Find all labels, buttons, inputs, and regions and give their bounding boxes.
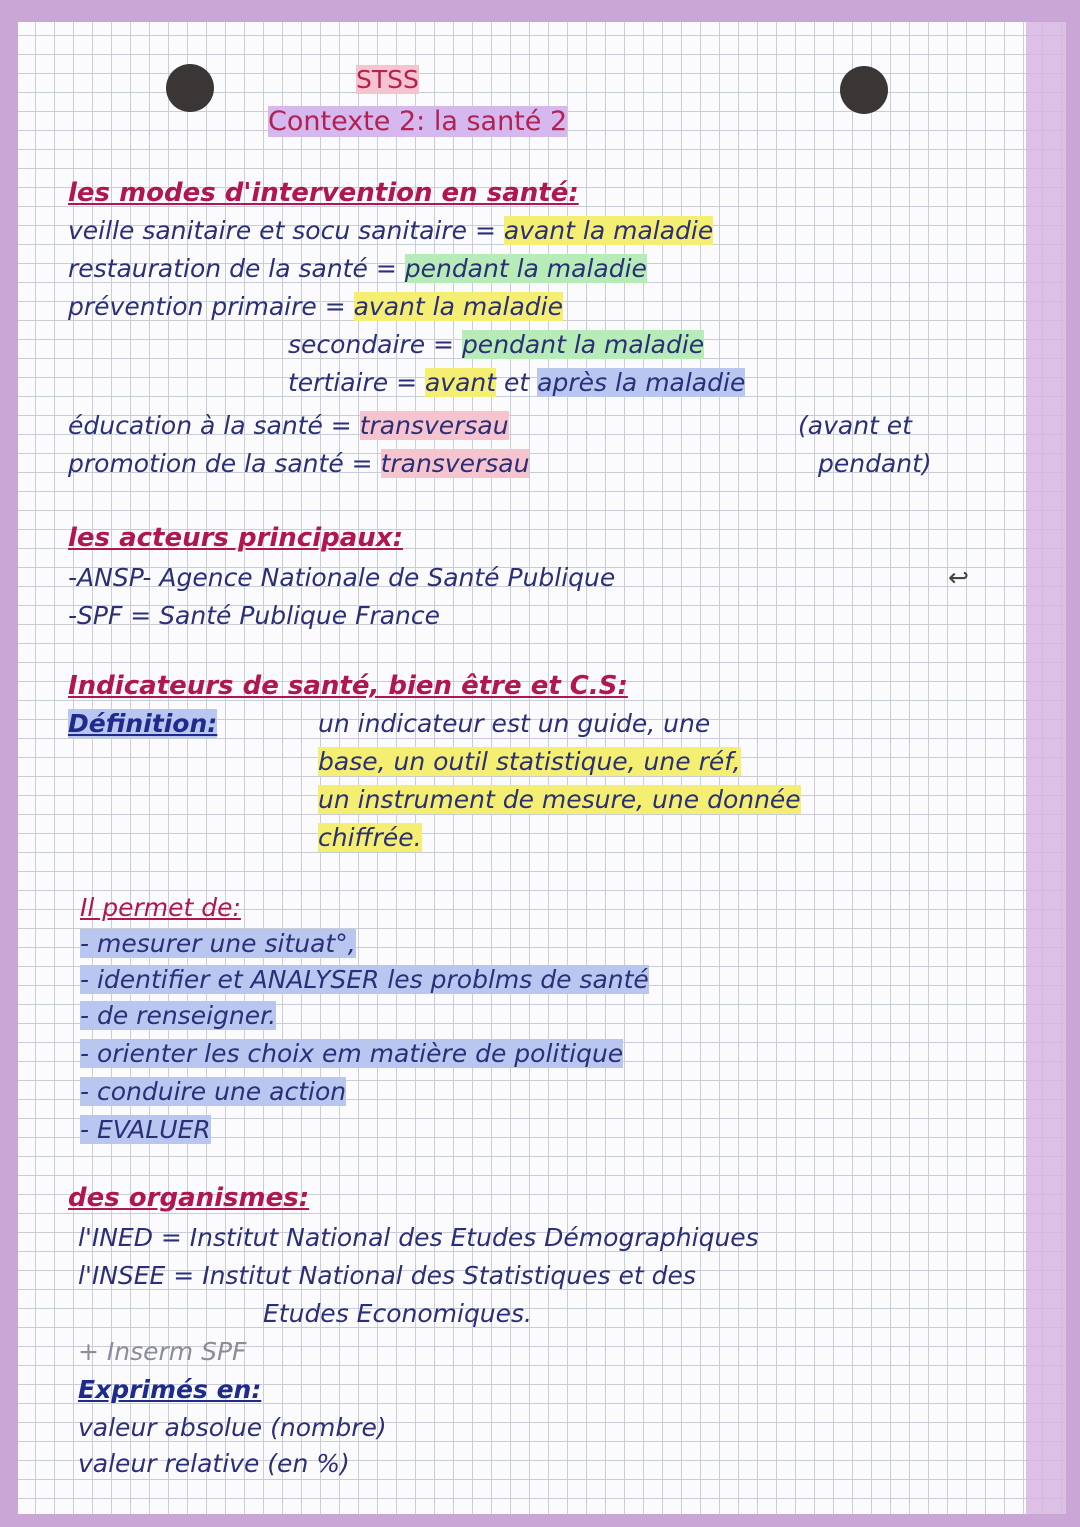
subject-title: STSS — [356, 65, 419, 94]
intervention-line: tertiaire = avant et après la maladie — [288, 368, 746, 397]
permet-item: - orienter les choix em matière de politique — [80, 1039, 624, 1068]
acteur-item: -SPF = Santé Publique France — [68, 601, 441, 630]
intervention-note: (avant et — [798, 411, 912, 440]
intervention-line: promotion de la santé = transversau — [68, 449, 530, 478]
intervention-line: éducation à la santé = transversau — [68, 411, 509, 440]
notebook-page — [18, 22, 1066, 1514]
permet-item: - EVALUER — [80, 1115, 211, 1144]
permet-item: - identifier et ANALYSER les problms de santé — [80, 965, 649, 994]
permet-item: - de renseigner. — [80, 1001, 277, 1030]
definition-line: chiffrée. — [318, 823, 422, 852]
intervention-note: pendant) — [818, 449, 932, 478]
exprimes-line: valeur absolue (nombre) — [78, 1413, 387, 1442]
definition-line: un indicateur est un guide, une — [318, 709, 711, 738]
organisme-line-faint: + Inserm SPF — [78, 1337, 247, 1366]
punch-hole-right — [840, 66, 888, 114]
permet-item: - mesurer une situat°, — [80, 929, 356, 958]
indicateurs-heading: Indicateurs de santé, bien être et C.S: — [68, 671, 628, 701]
permet-item: - conduire une action — [80, 1077, 347, 1106]
organisme-line: l'INSEE = Institut National des Statistiques et des — [78, 1261, 696, 1290]
definition-line: un instrument de mesure, une donnée — [318, 785, 801, 814]
intervention-line: secondaire = pendant la maladie — [288, 330, 705, 359]
intervention-line: veille sanitaire et socu sanitaire = avant la maladie — [68, 216, 714, 245]
organisme-line: l'INED = Institut National des Etudes Démographiques — [78, 1223, 759, 1252]
margin-strip — [1026, 22, 1066, 1514]
acteur-item: -ANSP- Agence Nationale de Santé Publique — [68, 563, 616, 592]
acteurs-heading: les acteurs principaux: — [68, 523, 403, 553]
definition-line: base, un outil statistique, une réf, — [318, 747, 741, 776]
permet-heading: Il permet de: — [80, 893, 241, 922]
intervention-line: restauration de la santé = pendant la maladie — [68, 254, 647, 283]
definition-label: Définition: — [68, 709, 218, 738]
chapter-title: Contexte 2: la santé 2 — [268, 106, 568, 137]
organisme-line: Etudes Economiques. — [263, 1299, 533, 1328]
interventions-heading: les modes d'intervention en santé: — [68, 178, 579, 208]
organismes-heading: des organismes: — [68, 1183, 310, 1213]
intervention-line: prévention primaire = avant la maladie — [68, 292, 563, 321]
punch-hole-left — [166, 64, 214, 112]
exprimes-line: valeur relative (en %) — [78, 1449, 350, 1478]
return-arrow-icon: ↩ — [948, 563, 969, 592]
exprimes-heading: Exprimés en: — [78, 1375, 262, 1404]
